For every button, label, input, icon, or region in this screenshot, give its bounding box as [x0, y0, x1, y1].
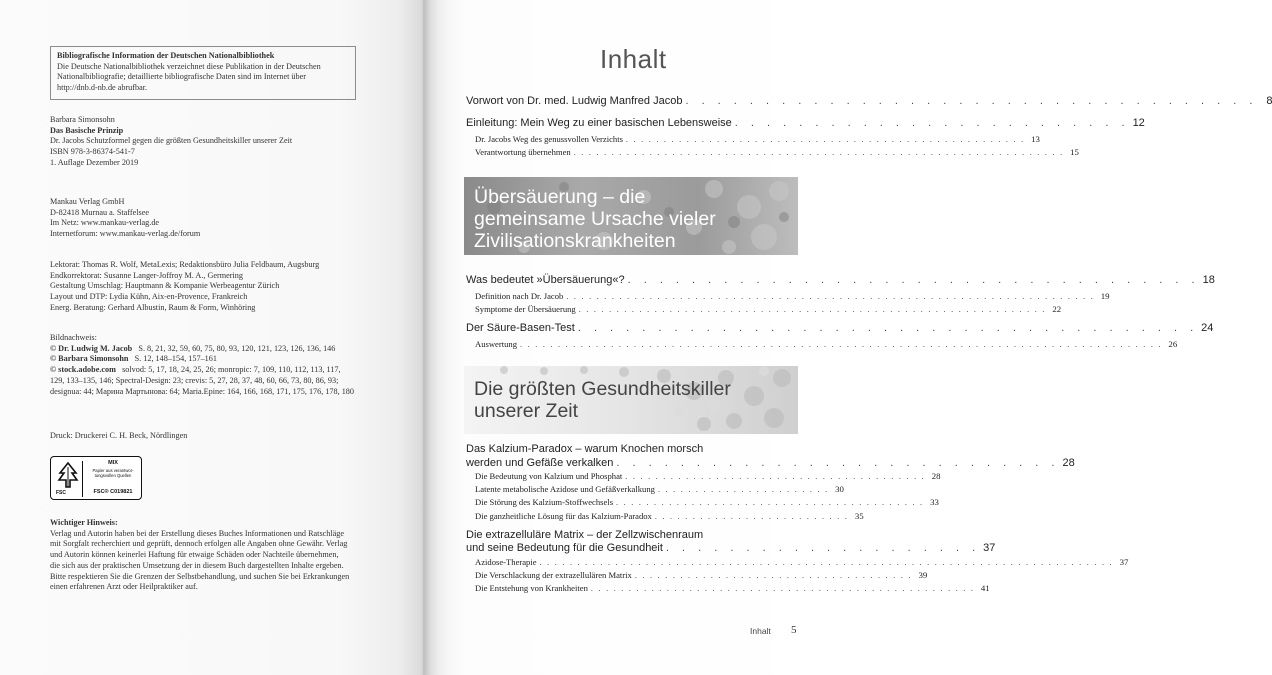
toc-title: Inhalt: [600, 44, 667, 74]
note-line: Verlag und Autorin haben bei der Erstellung dieses Buches Informationen und Ratschläge: [50, 528, 344, 538]
toc-page-number: 18: [1202, 274, 1215, 286]
toc-entry-label: werden und Gefäße verkalken: [466, 456, 614, 469]
toc-leader: . . . . . . . . . . . . . . . . . . . . . . . . . . . . . . . . . . . . . . . . . . . . . . . . . . .: [590, 584, 975, 594]
toc-page-number: 28: [1062, 456, 1075, 469]
toc-leader: . . . . . . . . . . . . . . . . . . . . . . . . . . . . . . . . . . . . . . . . . . . . . . . . . . . . . . . . . . . . . . . . . . . . . .: [566, 292, 1095, 301]
credit-holder: © stock.adobe.com: [50, 365, 116, 375]
toc-entry[interactable]: [466, 95, 1272, 112]
toc-page-number: 26: [1168, 339, 1178, 350]
toc-entry[interactable]: [466, 443, 1075, 469]
fsc-mix: MIX: [108, 460, 118, 466]
toc-page-number: 33: [930, 497, 939, 508]
left-page: [0, 0, 423, 675]
toc-leader: . . . . . . . . . . . . . . . . . . . . . . . . . . . . . . . . . . . . . . . .: [625, 472, 926, 481]
toc-leader: . . . . . . . . . . . . . . . . . . . . . . . . . . . . . . . . . . . . . . . . . . . . . . . . . . . . . . . . . . . . . . . . .: [573, 148, 1064, 158]
toc-entry-label: Die extrazelluläre Matrix – der Zellzwischenraum: [466, 528, 704, 541]
toc-page-number: 30: [835, 484, 844, 495]
toc-leader: . . . . . . . . . . . . . . . . . . . . . . . . .: [734, 117, 1130, 129]
toc-leader: . . . . . . . . . . . . . . . . . . . . . . . . . .: [654, 511, 849, 521]
toc-entry-label: Vorwort von Dr. med. Ludwig Manfred Jacob: [466, 95, 683, 107]
toc-subentry[interactable]: [466, 304, 1062, 317]
fsc-code: FSC® C019821: [93, 489, 133, 495]
toc-entry-label: Die ganzheitliche Lösung für das Kalzium-Paradox: [475, 510, 652, 521]
note-line: Bitte respektieren Sie die Grenzen der Selbstbehandlung, und suchen Sie bei Erkrankungen: [50, 571, 350, 581]
toc-entry-label: Der Säure-Basen-Test: [466, 322, 575, 335]
chapter-title-line: unserer Zeit: [474, 400, 579, 422]
toc-page-number: 19: [1100, 291, 1110, 301]
note-line: einen erfahrenen Arzt oder Heilpraktiker auf.: [50, 582, 198, 592]
important-note: [50, 518, 380, 593]
toc-page-number: 35: [854, 510, 864, 521]
toc-page-number: 13: [1031, 134, 1040, 144]
credit-holder: © Dr. Ludwig M. Jacob: [50, 343, 133, 353]
credit-line: Layout und DTP: Lydia Kühn, Aix-en-Provence, Frankreich: [50, 292, 248, 302]
toc-page-number: 24: [1201, 322, 1214, 335]
toc-subentry[interactable]: [466, 510, 864, 524]
publisher-address: D-82418 Murnau a. Staffelsee: [50, 207, 149, 217]
toc-subentry[interactable]: [466, 291, 1110, 304]
toc-group-health-killers: [466, 443, 1129, 596]
toc-subentry[interactable]: [466, 569, 928, 583]
publisher-forum: Internetforum: www.mankau-verlag.de/forum: [50, 229, 201, 239]
toc-entry-label: Definition nach Dr. Jacob: [475, 291, 564, 301]
toc-leader: . . . . . . . . . . . . . . . . . . . . . . . . . . . . . . . . . . . . .: [634, 570, 913, 580]
publisher-web: Im Netz: www.mankau-verlag.de: [50, 218, 160, 228]
fsc-label: FSC: [56, 490, 66, 496]
toc-leader: . . . . . . . . . . . . . . . . . . . .: [665, 542, 981, 555]
toc-entry-label: Dr. Jacobs Weg des genussvollen Verzichts: [475, 134, 623, 144]
fsc-tree-icon: [56, 461, 80, 491]
fsc-logo: [50, 456, 142, 500]
chapter-title: [474, 378, 731, 422]
printer-info: Druck: Druckerei C. H. Beck, Nördlingen: [50, 431, 188, 440]
toc-page-number: 37: [1119, 556, 1129, 567]
publisher-name: Mankau Verlag GmbH: [50, 197, 125, 206]
biblio-heading: Bibliografische Information der Deutschen Nationalbibliothek: [57, 51, 275, 60]
image-credits-heading: Bildnachweis:: [50, 333, 97, 342]
credit-pages: S. 8, 21, 32, 59, 60, 75, 80, 93, 120, 121, 123, 126, 136, 146: [138, 343, 336, 353]
toc-entry-label: Symptome der Übersäuerung: [475, 304, 576, 315]
running-footer-label: Inhalt: [750, 626, 771, 636]
toc-leader: . . . . . . . . . . . . . . . . . . . . . . .: [657, 485, 829, 495]
toc-page-number: 8: [1266, 95, 1272, 107]
note-line: und Autorin können keinerlei Haftung für etwaige Schäden oder Nachteile übernehmen,: [50, 550, 339, 560]
toc-page-number: 12: [1132, 117, 1145, 129]
toc-entry-label: Einleitung: Mein Weg zu einer basischen Lebensweise: [466, 117, 732, 129]
toc-subentry[interactable]: [466, 471, 941, 484]
credit-line: Energ. Beratung: Gerhard Albustin, Raum & Form, Winhöring: [50, 302, 256, 312]
toc-leader: . . . . . . . . . . . . . . . . . . . . . . . . . . . . . . . . . . . .: [627, 274, 1200, 286]
credit-pages: designua: 44; Марина Мартынова: 64; Maria.Epine: 164, 166, 168, 171, 175, 176, 178, 180: [50, 386, 354, 396]
biblio-line: Nationalbibliografie; detaillierte bibliografische Daten sind im Internet über: [57, 72, 306, 82]
biblio-info-box: [50, 46, 356, 100]
toc-subentry[interactable]: [466, 484, 844, 497]
image-credits: [50, 333, 380, 397]
book-author: Barbara Simonsohn: [50, 115, 115, 124]
chapter-title-line: Die größten Gesundheitskiller: [474, 378, 731, 400]
fsc-mix-sub: [85, 468, 141, 478]
book-isbn: ISBN 978-3-86374-541-7: [50, 147, 135, 157]
chapter-title-line: gemeinsame Ursache vieler: [474, 208, 716, 230]
toc-leader: . . . . . . . . . . . . . . . . . . . . . . . . . . . . . . . . . . . .: [685, 95, 1258, 107]
note-heading: Wichtiger Hinweis:: [50, 518, 118, 527]
biblio-line: http://dnb.d-nb.de abrufbar.: [57, 83, 148, 93]
credit-line: Lektorat: Thomas R. Wolf, MetaLexis; Redaktionsbüro Julia Feldbaum, Augsburg: [50, 260, 320, 269]
toc-entry-label: Auswertung: [475, 339, 518, 350]
toc-entry[interactable]: [466, 528, 996, 555]
toc-page-number: 41: [980, 583, 990, 594]
toc-page-number: 15: [1070, 147, 1079, 158]
toc-page-number: 39: [918, 569, 928, 580]
toc-subentry[interactable]: [466, 556, 1129, 570]
toc-entry-label: und seine Bedeutung für die Gesundheit: [466, 542, 663, 555]
toc-page-number: 22: [1052, 304, 1062, 315]
book-subtitle: Dr. Jacobs Schutzformel gegen die größten Gesundheitskiller unserer Zeit: [50, 136, 293, 146]
credit-pages: S. 12, 148–154, 157–161: [134, 354, 217, 364]
toc-page-number: 37: [983, 542, 996, 555]
credit-holder: © Barbara Simonsohn: [50, 354, 129, 364]
toc-entry-label: Latente metabolische Azidose und Gefäßverkalkung: [475, 484, 655, 495]
toc-subentry[interactable]: [466, 339, 1178, 352]
toc-subentry[interactable]: [466, 497, 939, 510]
credit-line: Gestaltung Umschlag: Hauptmann & Kompanie Werbeagentur Zürich: [50, 281, 280, 291]
toc-entry-label: Die Verschlackung der extrazellulären Matrix: [475, 569, 632, 580]
toc-leader: . . . . . . . . . . . . . . . . . . . . . . . . . . . . . . . . . . . . . . .: [577, 322, 1199, 335]
credits: [50, 260, 380, 314]
toc-leader: . . . . . . . . . . . . . . . . . . . . . . . . . . . . . . . . . . . . . . . . . . . . . . . . . . . . . . . . . . . . . . . . . . . . . . . . . . . . . . . . . . . . .: [520, 340, 1163, 350]
toc-page-number: 28: [931, 471, 941, 481]
toc-entry-label: Verantwortung übernehmen: [475, 147, 571, 158]
credit-pages: solvod: 5, 17, 18, 24, 25, 26; monropic: 7, 109, 110, 112, 113, 117,: [122, 365, 341, 375]
page-number: 5: [791, 624, 797, 636]
toc-entry-label: Die Entstehung von Krankheiten: [475, 583, 588, 594]
publisher-info: [50, 197, 380, 240]
toc-entry[interactable]: [466, 117, 1145, 134]
toc-entry-label: Azidose-Therapie: [475, 556, 537, 567]
toc-leader: . . . . . . . . . . . . . . . . . . . . . . . . . . . . . . . . . . . . . . . . . . . . . . . . . . . . .: [625, 135, 1025, 144]
note-line: die sich aus der praktischen Umsetzung der in diesem Buch dargestellten Inhalte ergeben.: [50, 560, 344, 570]
toc-entry[interactable]: [466, 274, 1215, 291]
chapter-banner-acidosis: [464, 177, 798, 255]
toc-group-intro: [466, 95, 1272, 160]
credit-line: Endkorrektorat: Susanne Langer-Joffroy M. A., Germering: [50, 270, 243, 280]
toc-subentry[interactable]: [466, 583, 990, 596]
note-line: mit Sorgfalt recherchiert und geprüft, dennoch erfolgen alle Angaben ohne Gewähr. Verlag: [50, 539, 348, 549]
toc-entry-label: Die Störung des Kalzium-Stoffwechsels: [475, 497, 614, 508]
chapter-title: [474, 186, 716, 252]
biblio-line: Die Deutsche Nationalbibliothek verzeichnet diese Publikation in der Deutschen: [57, 61, 321, 71]
book-title: Das Basische Prinzip: [50, 125, 124, 135]
book-info: [50, 115, 380, 169]
toc-entry-label: Das Kalzium-Paradox – warum Knochen morsch: [466, 443, 704, 455]
toc-entry-label: Was bedeutet »Übersäuerung«?: [466, 274, 625, 286]
toc-entry[interactable]: [466, 322, 1214, 339]
chapter-banner-health-killers: [464, 366, 798, 434]
book-edition: 1. Auflage Dezember 2019: [50, 157, 139, 167]
toc-leader: . . . . . . . . . . . . . . . . . . . . . . . . . . . . . . . . . . . . . . . . . . . . . . . . . . . . . . . . . . . . . . . . . . . . . . . . . . . .: [539, 557, 1114, 567]
fsc-mix-line: Papier aus verantwor-: [92, 468, 134, 473]
toc-subentry[interactable]: [466, 147, 1079, 160]
toc-entry-label: Die Bedeutung von Kalzium und Phosphat: [475, 471, 623, 481]
toc-subentry[interactable]: [466, 134, 1040, 147]
chapter-title-line: Übersäuerung – die: [474, 186, 646, 208]
chapter-title-line: Zivilisationskrankheiten: [474, 230, 676, 252]
fsc-mix-line: tungsvollen Quellen: [94, 473, 132, 478]
toc-leader: . . . . . . . . . . . . . . . . . . . . . . . . . . . .: [616, 456, 1060, 469]
toc-leader: . . . . . . . . . . . . . . . . . . . . . . . . . . . . . . . . . . . . . . . . . . . . . . . . . . . . . . . . . . . . . .: [578, 305, 1047, 315]
credit-pages: 129, 133–135, 146; Spectral-Design: 23; crevis: 5, 27, 28, 37, 48, 60, 66, 73, 80, 86, 93;: [50, 375, 339, 385]
toc-leader: . . . . . . . . . . . . . . . . . . . . . . . . . . . . . . . . . . . . . . . . .: [616, 498, 924, 508]
toc-group-acidosis: [466, 274, 1215, 353]
